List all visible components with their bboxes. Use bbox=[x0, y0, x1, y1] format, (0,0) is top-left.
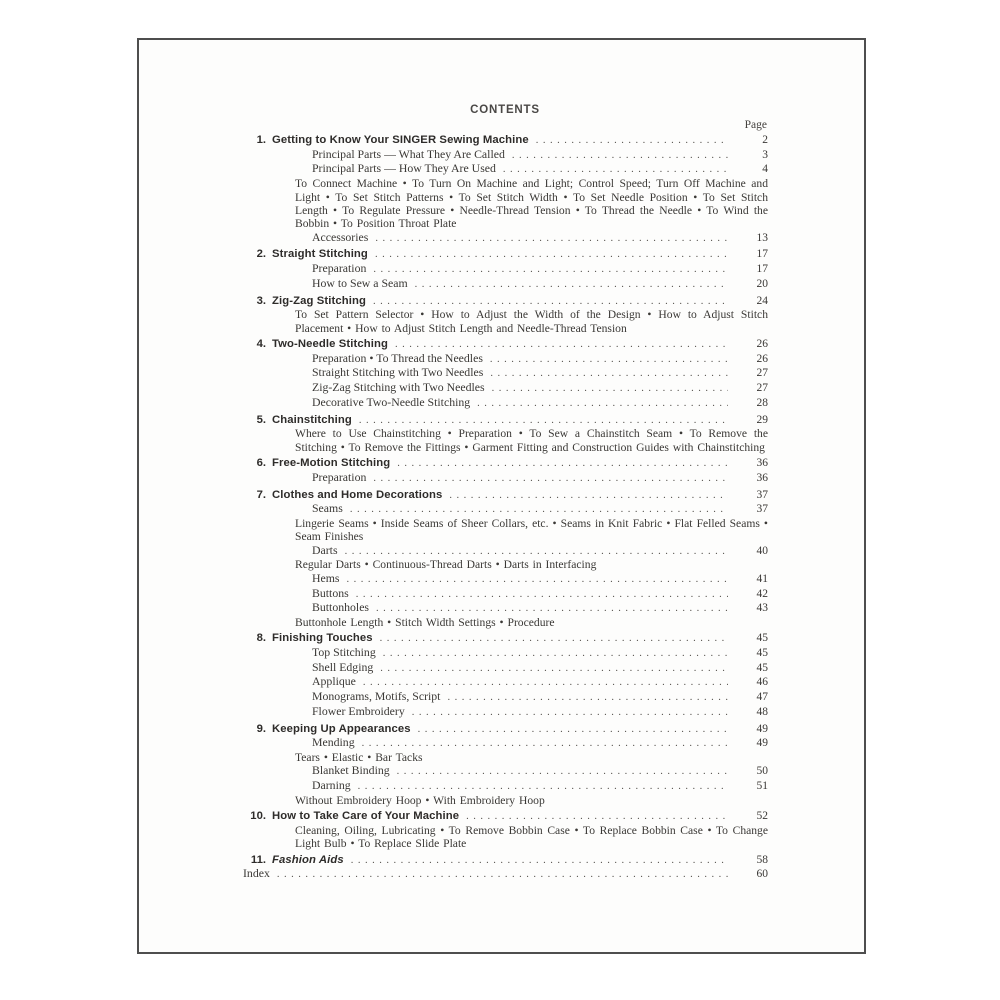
page-number: 27 bbox=[756, 367, 768, 380]
dot-leader bbox=[359, 414, 728, 428]
page-number: 46 bbox=[756, 676, 768, 689]
toc-subentry-row bbox=[242, 779, 768, 794]
toc-subentry-row bbox=[242, 587, 768, 602]
page-number: 43 bbox=[756, 602, 768, 615]
page-number: 37 bbox=[756, 488, 768, 501]
page-number: 40 bbox=[756, 544, 768, 557]
toc-subentry-row bbox=[242, 736, 768, 751]
toc-subentry-row bbox=[242, 471, 768, 486]
subentry-title: Preparation bbox=[312, 469, 367, 484]
chapter-number: 9. bbox=[256, 722, 266, 735]
subentry-title: Preparation bbox=[312, 261, 367, 276]
subentry-title: Monograms, Motifs, Script bbox=[312, 689, 441, 704]
subentry-title: Hems bbox=[312, 570, 340, 585]
toc-chapter-row bbox=[242, 810, 768, 824]
toc-subentry-row bbox=[242, 148, 768, 163]
page-number: 3 bbox=[762, 148, 768, 161]
toc-subentry-row bbox=[242, 601, 768, 616]
subentry-title: Seams bbox=[312, 501, 343, 516]
chapter-title: Keeping Up Appearances bbox=[272, 722, 411, 735]
toc-subentry-row bbox=[242, 352, 768, 367]
page-number: 45 bbox=[756, 632, 768, 645]
subentry-title: Applique bbox=[312, 674, 356, 689]
dot-leader bbox=[358, 780, 728, 794]
page-number: 26 bbox=[756, 352, 768, 365]
dot-leader bbox=[449, 489, 728, 503]
page-number: 29 bbox=[756, 413, 768, 426]
dot-leader bbox=[466, 810, 728, 824]
page-number: 48 bbox=[756, 705, 768, 718]
toc-subentry-row bbox=[242, 572, 768, 587]
page-number: 50 bbox=[756, 765, 768, 778]
toc-chapter-row bbox=[242, 632, 768, 646]
subentry-title: Principal Parts — How They Are Used bbox=[312, 161, 496, 176]
dot-leader bbox=[383, 647, 728, 661]
page-number: 60 bbox=[756, 868, 768, 881]
dot-leader bbox=[375, 248, 728, 262]
toc-subentry-row bbox=[242, 502, 768, 517]
toc-topic-description: Without Embroidery Hoop • With Embroidery Hoop bbox=[295, 793, 545, 807]
chapter-number: 2. bbox=[256, 248, 266, 261]
toc-subentry-row bbox=[242, 381, 768, 396]
subentry-title: Zig-Zag Stitching with Two Needles bbox=[312, 380, 485, 395]
toc-chapter-row bbox=[242, 295, 768, 309]
toc-topic-description: Lingerie Seams • Inside Seams of Sheer Collars, etc. • Seams in Knit Fabric • Flat Felled Seams • Seam Finishes bbox=[295, 516, 768, 544]
manual-page bbox=[137, 38, 866, 954]
toc-topic-description: Cleaning, Oiling, Lubricating • To Remove Bobbin Case • To Replace Bobbin Case • To Change Light Bulb • To Replace Slide Plate bbox=[295, 823, 768, 851]
page-number: 42 bbox=[756, 587, 768, 600]
chapter-number: 4. bbox=[256, 338, 266, 351]
toc-chapter-row bbox=[242, 338, 768, 352]
page-number: 52 bbox=[756, 810, 768, 823]
dot-leader bbox=[503, 163, 728, 177]
chapter-number: 3. bbox=[256, 294, 266, 307]
page-number: 17 bbox=[756, 248, 768, 261]
page-number: 20 bbox=[756, 277, 768, 290]
page-number: 58 bbox=[756, 853, 768, 866]
chapter-title: Finishing Touches bbox=[272, 632, 373, 645]
dot-leader bbox=[490, 367, 728, 381]
chapter-number: 1. bbox=[256, 134, 266, 146]
dot-leader bbox=[418, 723, 728, 737]
dot-leader bbox=[373, 263, 728, 277]
toc-subentry-row bbox=[242, 262, 768, 277]
page-number: 26 bbox=[756, 338, 768, 351]
page-number: 51 bbox=[756, 780, 768, 793]
toc-subentry-row bbox=[242, 690, 768, 705]
toc-subentry-row bbox=[242, 705, 768, 720]
dot-leader bbox=[363, 676, 728, 690]
subentry-title: Darning bbox=[312, 778, 351, 793]
toc-chapter-row bbox=[242, 248, 768, 262]
toc-chapter-row bbox=[242, 414, 768, 428]
page-number: 45 bbox=[756, 661, 768, 674]
subentry-title: Blanket Binding bbox=[312, 763, 390, 778]
dot-leader bbox=[373, 295, 728, 309]
chapter-title: Zig-Zag Stitching bbox=[272, 294, 366, 307]
toc-subentry-row bbox=[242, 277, 768, 292]
subentry-title: Flower Embroidery bbox=[312, 703, 405, 718]
toc-topic-description: Where to Use Chainstitching • Preparation • To Sew a Chainstitch Seam • To Remove the Stitching • To Remove the Fittings • Garment Fitting and Construction Guides with Chainstitching bbox=[295, 427, 768, 454]
page-column-label: Page bbox=[744, 119, 767, 131]
toc-topic-description: To Set Pattern Selector • How to Adjust the Width of the Design • How to Adjust Stitch Placement • How to Adjust Stitch Length and Needle-Thread Tension bbox=[295, 308, 768, 335]
dot-leader bbox=[395, 338, 728, 352]
index-title: Index bbox=[243, 866, 270, 881]
dot-leader bbox=[375, 232, 728, 246]
dot-leader bbox=[536, 134, 728, 148]
chapter-title: Chainstitching bbox=[272, 413, 352, 426]
subentry-title: Decorative Two-Needle Stitching bbox=[312, 394, 471, 409]
chapter-number: 5. bbox=[256, 413, 266, 426]
dot-leader bbox=[277, 868, 728, 882]
dot-leader bbox=[412, 706, 728, 720]
chapter-title: Straight Stitching bbox=[272, 248, 368, 261]
toc-subentry-row bbox=[242, 764, 768, 779]
dot-leader bbox=[397, 765, 728, 779]
subentry-title: Mending bbox=[312, 735, 355, 750]
chapter-title: Fashion Aids bbox=[272, 853, 344, 866]
dot-leader bbox=[347, 573, 728, 587]
dot-leader bbox=[415, 278, 728, 292]
chapter-title: How to Take Care of Your Machine bbox=[272, 810, 460, 823]
toc-topic-description: Tears • Elastic • Bar Tacks bbox=[295, 750, 423, 764]
contents-title: CONTENTS bbox=[470, 104, 540, 116]
page-number: 28 bbox=[756, 396, 768, 409]
subentry-title: Darts bbox=[312, 542, 338, 557]
chapter-title: Clothes and Home Decorations bbox=[272, 488, 443, 501]
chapter-title: Free-Motion Stitching bbox=[272, 457, 391, 470]
dot-leader bbox=[351, 854, 728, 868]
toc-subentry-row bbox=[242, 162, 768, 177]
dot-leader bbox=[490, 353, 728, 367]
toc-subentry-row bbox=[242, 231, 768, 246]
subentry-title: Buttons bbox=[312, 585, 349, 600]
toc-subentry-row bbox=[242, 675, 768, 690]
page-number: 2 bbox=[762, 134, 768, 146]
chapter-number: 10. bbox=[250, 810, 266, 823]
subentry-title: Preparation • To Thread the Needles bbox=[312, 350, 483, 365]
toc-subentry-row bbox=[242, 661, 768, 676]
chapter-number: 6. bbox=[256, 457, 266, 470]
page-number: 45 bbox=[756, 647, 768, 660]
dot-leader bbox=[350, 503, 728, 517]
dot-leader bbox=[492, 382, 728, 396]
page-number: 37 bbox=[756, 503, 768, 516]
toc-topic-description: Buttonhole Length • Stitch Width Settings • Procedure bbox=[295, 615, 555, 629]
subentry-title: How to Sew a Seam bbox=[312, 275, 408, 290]
dot-leader bbox=[380, 662, 728, 676]
toc-subentry-row bbox=[242, 544, 768, 559]
toc-subentry-row bbox=[242, 646, 768, 661]
toc-index-row bbox=[242, 867, 768, 882]
toc-subentry-row bbox=[242, 396, 768, 411]
chapter-title: Getting to Know Your SINGER Sewing Machine bbox=[272, 134, 529, 146]
toc-list bbox=[242, 134, 768, 882]
dot-leader bbox=[356, 588, 728, 602]
subentry-title: Straight Stitching with Two Needles bbox=[312, 365, 484, 380]
toc-chapter-row bbox=[242, 489, 768, 503]
page-number: 24 bbox=[756, 294, 768, 307]
dot-leader bbox=[447, 691, 728, 705]
page-number: 4 bbox=[762, 163, 768, 176]
dot-leader bbox=[380, 632, 728, 646]
toc-chapter-row bbox=[242, 134, 768, 148]
toc-chapter-row bbox=[242, 457, 768, 471]
dot-leader bbox=[512, 149, 728, 163]
subentry-title: Principal Parts — What They Are Called bbox=[312, 146, 505, 161]
page-number: 49 bbox=[756, 737, 768, 750]
subentry-title: Shell Edging bbox=[312, 659, 374, 674]
page-number: 41 bbox=[756, 572, 768, 585]
chapter-number: 7. bbox=[256, 488, 266, 501]
dot-leader bbox=[477, 397, 728, 411]
dot-leader bbox=[362, 737, 728, 751]
toc-subentry-row bbox=[242, 366, 768, 381]
subentry-title: Buttonholes bbox=[312, 600, 370, 615]
page-number: 36 bbox=[756, 471, 768, 484]
chapter-title: Two-Needle Stitching bbox=[272, 338, 389, 351]
page-number: 13 bbox=[756, 231, 768, 244]
chapter-number: 11. bbox=[250, 853, 266, 866]
dot-leader bbox=[345, 545, 728, 559]
toc-topic-description: Regular Darts • Continuous-Thread Darts • Darts in Interfacing bbox=[295, 558, 597, 572]
chapter-number: 8. bbox=[256, 632, 266, 645]
page-number: 17 bbox=[756, 263, 768, 276]
table-of-contents bbox=[242, 104, 768, 882]
toc-chapter-row bbox=[242, 723, 768, 737]
toc-chapter-row bbox=[242, 854, 768, 868]
dot-leader bbox=[373, 472, 728, 486]
subentry-title: Top Stitching bbox=[312, 645, 376, 660]
dot-leader bbox=[397, 457, 728, 471]
page-number: 36 bbox=[756, 457, 768, 470]
page-number: 49 bbox=[756, 722, 768, 735]
page-number: 47 bbox=[756, 691, 768, 704]
toc-topic-description: To Connect Machine • To Turn On Machine and Light; Control Speed; Turn Off Machine and Light • To Set Stitch Patterns • To Set Stitch Width • To Set Needle Position • To Set Stitch Length • To Regulate Pressure • Needle-Thread Tension • To Thread the Needle • To Wind the Bobbin • To Position Throat Plate bbox=[295, 177, 768, 231]
subentry-title: Accessories bbox=[312, 229, 369, 244]
page-number: 27 bbox=[756, 382, 768, 395]
dot-leader bbox=[376, 602, 728, 616]
